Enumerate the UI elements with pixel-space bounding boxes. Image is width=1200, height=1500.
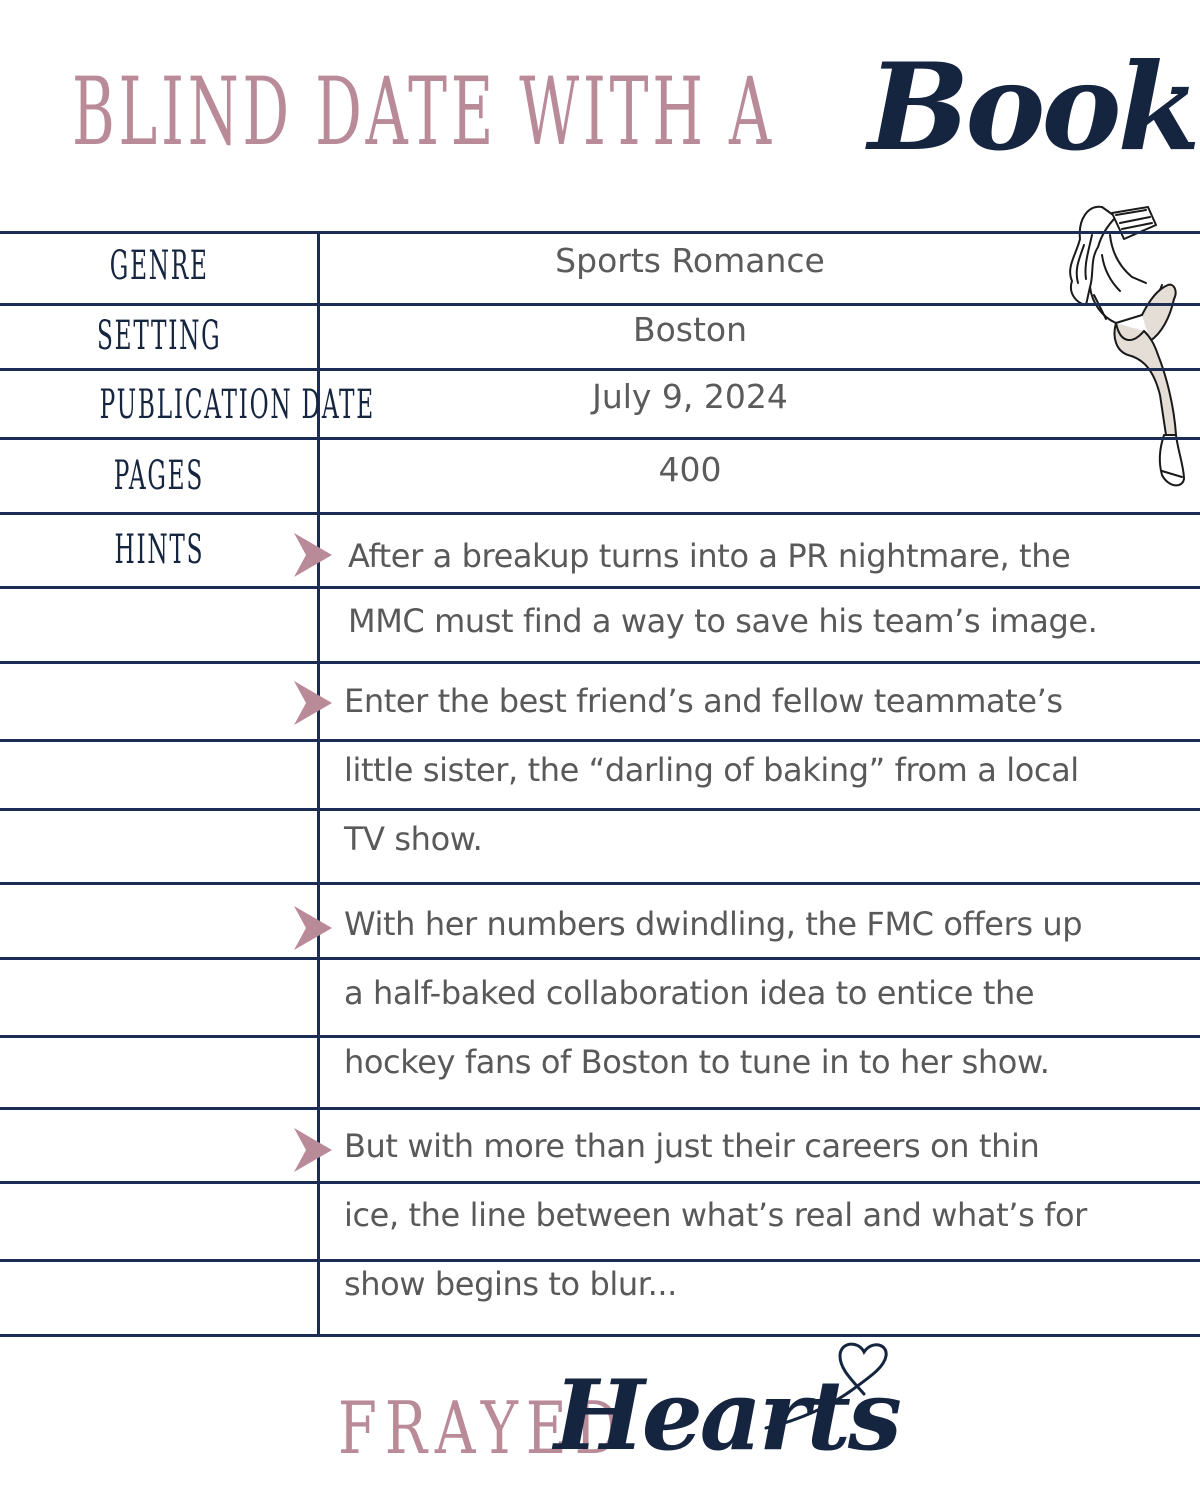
setting-value: Boston bbox=[632, 310, 748, 349]
table-line bbox=[0, 661, 1200, 664]
table-line bbox=[0, 303, 1200, 306]
table-line bbox=[0, 739, 1200, 742]
pages-value: 400 bbox=[658, 450, 722, 489]
table-line bbox=[0, 437, 1200, 440]
brand-logo-hearts: Hearts bbox=[554, 1359, 899, 1472]
table-line bbox=[0, 957, 1200, 960]
hint-3-line-2: a half-baked collaboration idea to entice the bbox=[344, 974, 1035, 1012]
hint-1-line-1: After a breakup turns into a PR nightmare, the bbox=[348, 537, 1071, 575]
hint-3-line-1: With her numbers dwindling, the FMC offers up bbox=[344, 905, 1083, 943]
hint-1-line-2: MMC must find a way to save his team’s image. bbox=[348, 602, 1098, 640]
brand-logo-frayed: FRAYED bbox=[338, 1386, 628, 1470]
hint-4-line-2: ice, the line between what’s real and what’s for bbox=[344, 1196, 1087, 1234]
hint-4-line-3: show begins to blur... bbox=[344, 1265, 677, 1303]
hint-2-line-3: TV show. bbox=[344, 820, 483, 858]
table-line bbox=[0, 1259, 1200, 1262]
table-line bbox=[0, 1334, 1200, 1337]
table-line bbox=[0, 368, 1200, 371]
pages-label: PAGES bbox=[113, 453, 205, 499]
genre-label: GENRE bbox=[109, 243, 209, 289]
hint-3-line-3: hockey fans of Boston to tune in to her show. bbox=[344, 1043, 1050, 1081]
chevron-right-icon bbox=[290, 679, 334, 727]
hints-label: HINTS bbox=[114, 527, 204, 573]
heart-icon bbox=[760, 1340, 895, 1435]
hint-2-line-1: Enter the best friend’s and fellow teammate’s bbox=[344, 682, 1063, 720]
hint-2-line-2: little sister, the “darling of baking” from a local bbox=[344, 751, 1079, 789]
table-line bbox=[0, 882, 1200, 885]
table-line bbox=[0, 231, 1200, 234]
reading-woman-illustration bbox=[1050, 195, 1190, 495]
page-title: BLIND DATE WITH A bbox=[72, 58, 775, 167]
chevron-right-icon bbox=[290, 531, 334, 579]
table-line bbox=[0, 1035, 1200, 1038]
publication-date-value: July 9, 2024 bbox=[592, 377, 788, 416]
publication-date-label: PUBLICATION DATE bbox=[99, 382, 375, 428]
setting-label: SETTING bbox=[96, 313, 222, 359]
table-line bbox=[0, 586, 1200, 589]
chevron-right-icon bbox=[290, 904, 334, 952]
table-line bbox=[0, 512, 1200, 515]
table-line bbox=[0, 1181, 1200, 1184]
page-title-script: Book bbox=[868, 37, 1197, 178]
hint-4-line-1: But with more than just their careers on thin bbox=[344, 1127, 1040, 1165]
table-line bbox=[0, 808, 1200, 811]
genre-value: Sports Romance bbox=[555, 241, 825, 280]
chevron-right-icon bbox=[290, 1126, 334, 1174]
table-line bbox=[0, 1107, 1200, 1110]
